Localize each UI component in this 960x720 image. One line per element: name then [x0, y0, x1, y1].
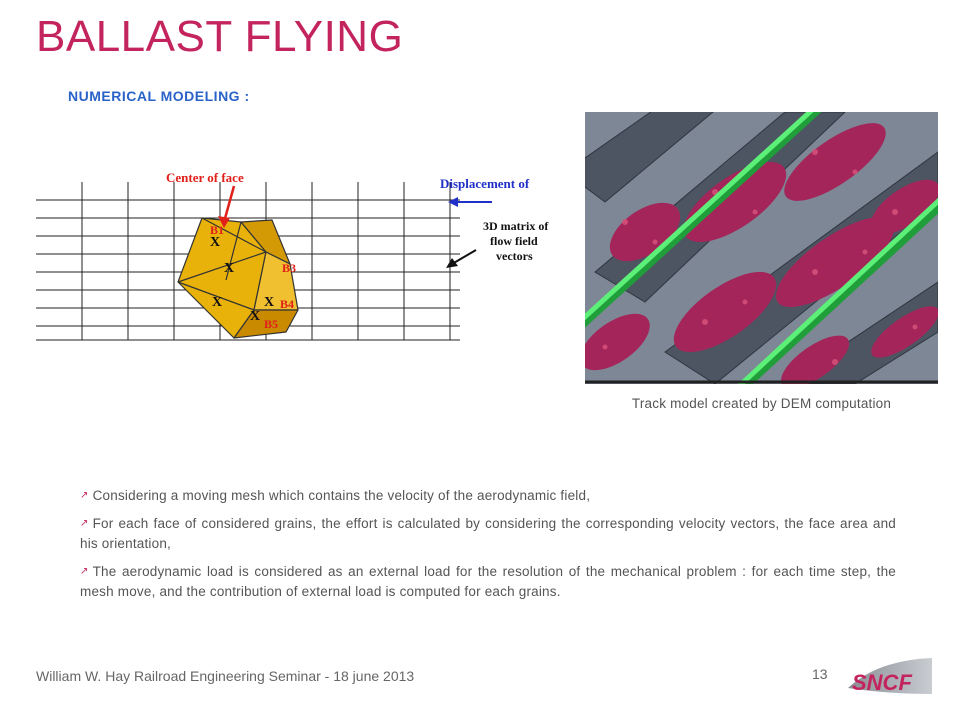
bullet-arrow-icon: ↗: [80, 566, 89, 577]
matrix-label-3: vectors: [496, 249, 533, 263]
center-x-1: X: [210, 235, 221, 250]
svg-text:SNCF: SNCF: [852, 670, 912, 695]
matrix-arrow: [452, 250, 476, 264]
label-b5: B5: [264, 317, 279, 331]
label-b3: B3: [282, 261, 297, 275]
dem-track-model-image: [585, 112, 938, 384]
center-x-2: X: [224, 261, 235, 276]
footer-text: William W. Hay Railroad Engineering Seminar - 18 june 2013: [36, 668, 415, 684]
bullet-arrow-icon: ↗: [80, 518, 89, 529]
matrix-label-2: flow field: [490, 234, 538, 248]
page-number: 13: [812, 666, 828, 682]
displacement-label: Displacement of: [440, 176, 530, 191]
grain-mesh-diagram: [36, 160, 576, 350]
label-b1: B1: [210, 223, 225, 237]
bullet-list: [80, 486, 896, 610]
label-b4: B4: [280, 297, 295, 311]
image-caption: Track model created by DEM computation: [631, 396, 892, 411]
bullet-arrow-icon: ↗: [80, 490, 89, 501]
center-x-3: X: [212, 295, 223, 310]
center-x-5: X: [250, 309, 261, 324]
center-of-face-arrow: [224, 186, 234, 222]
matrix-label-1: 3D matrix of: [483, 219, 549, 233]
section-subtitle: NUMERICAL MODELING :: [68, 88, 250, 104]
bullet-item-1: ↗ Considering a moving mesh which contains the velocity of the aerodynamic field,: [80, 486, 896, 506]
sncf-logo-icon: [848, 654, 932, 698]
slide-title: BALLAST FLYING: [36, 12, 404, 61]
center-x-4: X: [264, 295, 275, 310]
bullet-item-3: ↗ The aerodynamic load is considered as an external load for the resolution of the mechanical problem : for each time step, the mesh move, and the contribution of external load is computed for each grains.: [80, 564, 896, 599]
bullet-item-2: ↗ For each face of considered grains, the effort is calculated by considering the corresponding velocity vectors, the face area and his orientation,: [80, 516, 896, 551]
center-of-face-label: Center of face: [166, 170, 244, 185]
